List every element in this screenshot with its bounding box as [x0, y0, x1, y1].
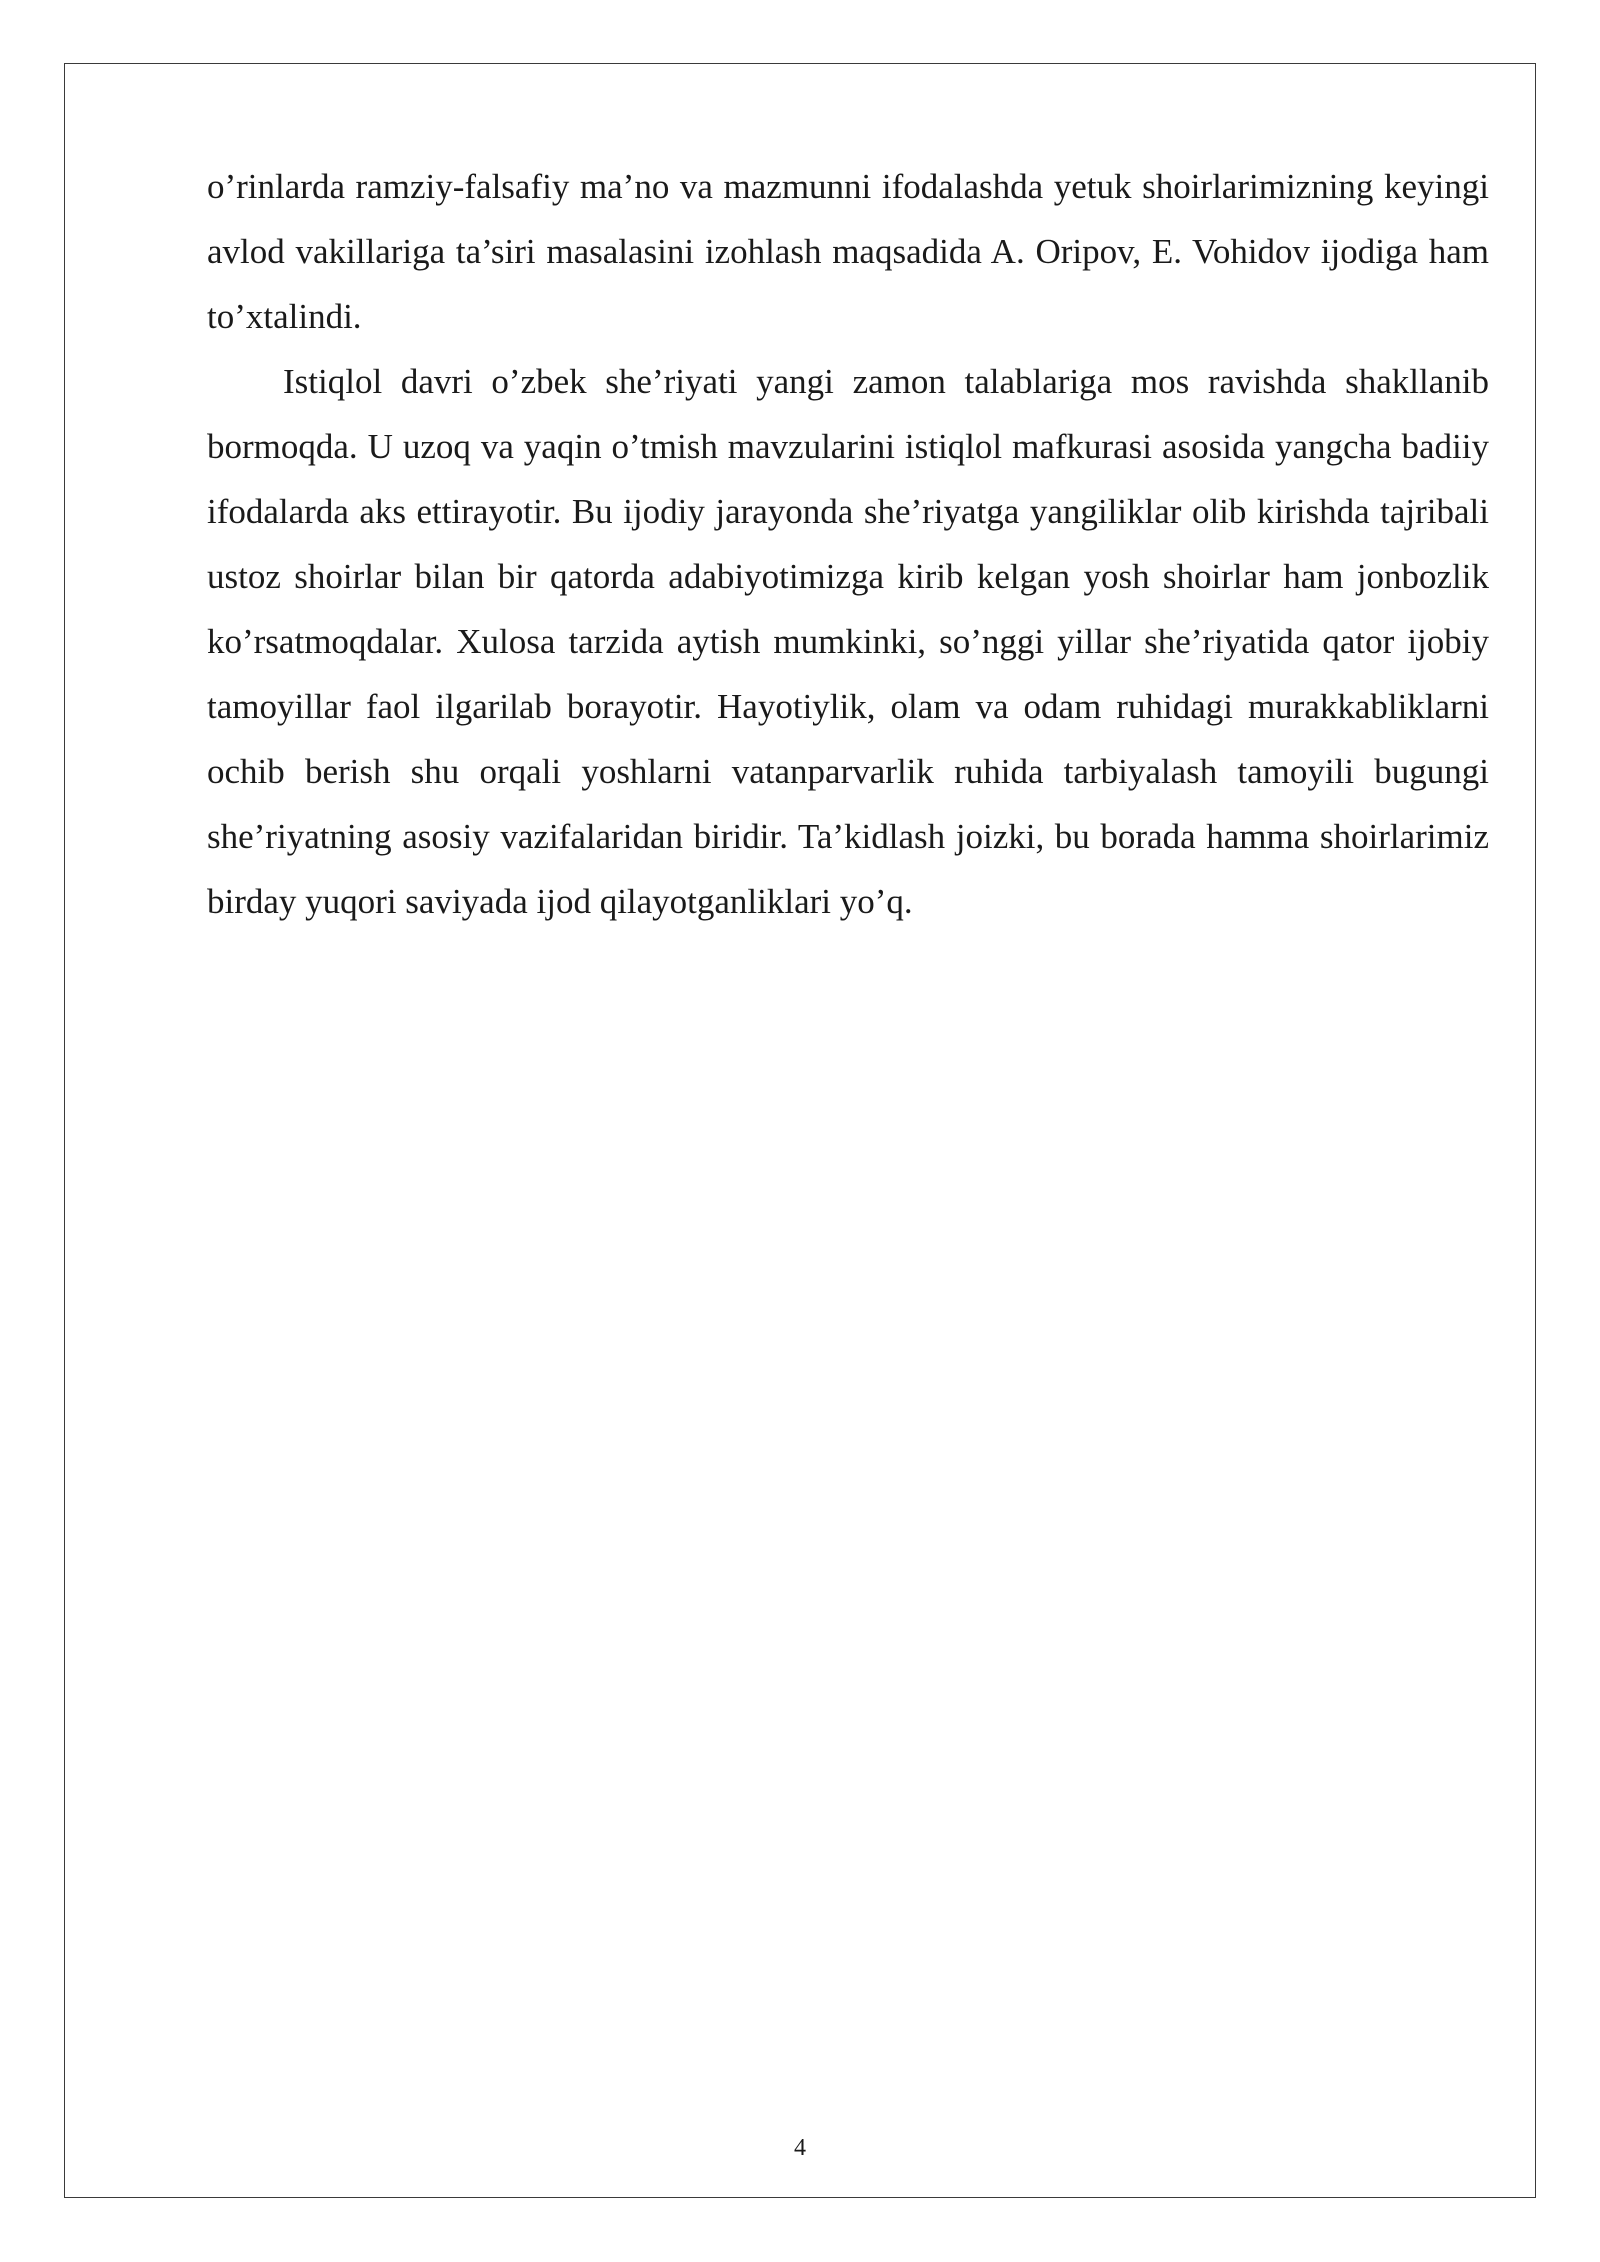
- paragraph-2: Istiqlol davri o’zbek she’riyati yangi zamon talablariga mos ravishda shakllanib bormoqda. U uzoq va yaqin o’tmish mavzularini istiqlol mafkurasi asosida yangcha badiiy ifodalarda aks ettirayotir. Bu ijodiy jarayonda she’riyatga yangiliklar olib kirishda tajribali ustoz shoirlar bilan bir qatorda adabiyotimizga kirib kelgan yosh shoirlar ham jonbozlik ko’rsatmoqdalar. Xulosa tarzida aytish mumkinki, so’nggi yillar she’riyatida qator ijobiy tamoyillar faol ilgarilab borayotir. Hayotiylik, olam va odam ruhidagi murakkabliklarni ochib berish shu orqali yoshlarni vatanparvarlik ruhida tarbiyalash tamoyili bugungi she’riyatning asosiy vazifalaridan biridir. Ta’kidlash joizki, bu borada hamma shoirlarimiz birday yuqori saviyada ijod qilayotganliklari yo’q.: [207, 362, 1489, 921]
- page-number: 4: [794, 2135, 806, 2161]
- body-text: [207, 154, 1489, 934]
- paragraph-1: o’rinlarda ramziy-falsafiy ma’no va mazmunni ifodalashda yetuk shoirlarimizning keyingi avlod vakillariga ta’siri masalasini izohlash maqsadida A. Oripov, E. Vohidov ijodiga ham to’xtalindi.: [207, 167, 1489, 336]
